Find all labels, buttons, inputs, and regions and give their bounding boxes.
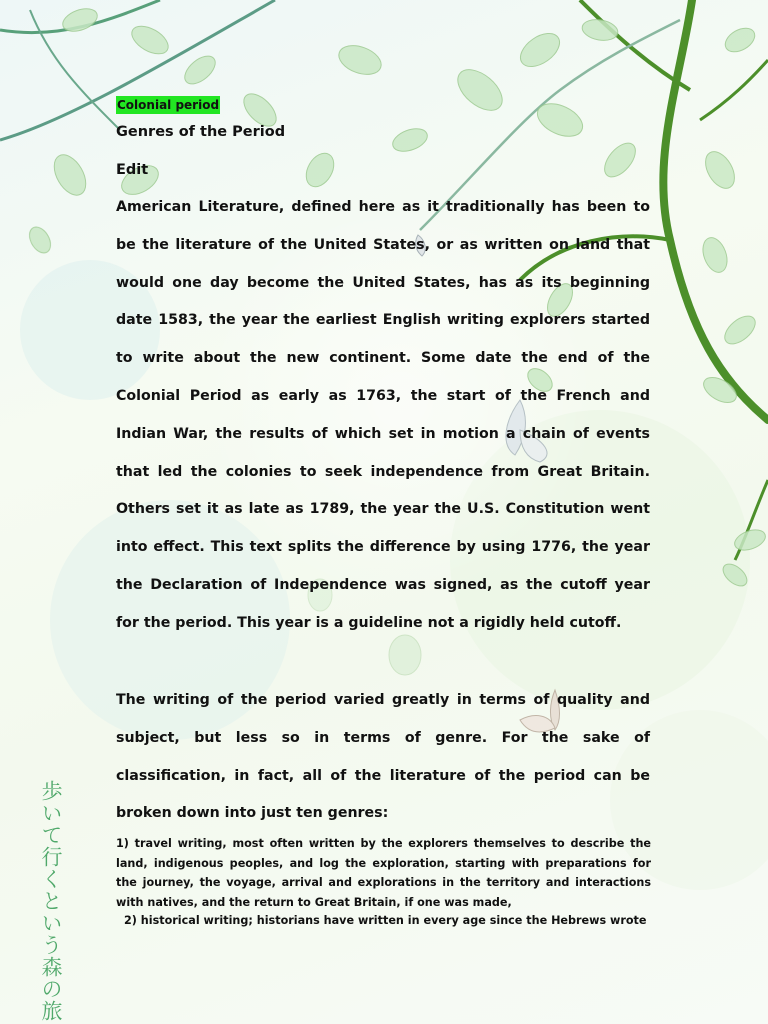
list-item-1: 1) travel writing, most often written by the explorers themselves to describe the land, indigenous peoples, and log the exploration, starting with preparations for the journey, the voyage, arrival and explorations in the territory and interactions with natives, and the return to Great Britain, if one was made,: [116, 837, 651, 909]
body-paragraph-2: The writing of the period varied greatly in terms of quality and subject, but less so in terms of genre. For the sake of classification, in fact, all of the literature of the period can be broken down into just ten genres:: [116, 692, 650, 822]
section-highlight-label: Colonial period: [117, 98, 220, 112]
section-subtitle: Genres of the Period: [116, 124, 286, 140]
edit-link[interactable]: Edit: [116, 162, 149, 178]
body-paragraph-1: American Literature, defined here as it traditionally has been to be the literature of the United States, or as written on land that would one day become the United States, has as its beginning date 1583, the year the earliest English writing explorers started to write about the new continent. Some date the end of the Colonial Period as early as 1763, the start of the French and Indian War, the results of which set in motion a chain of events that led the colonies to seek independence from Great Britain. Others set it as late as 1789, the year the U.S. Constitution went into effect. This text splits the difference by using 1776, the year the Declaration of Independence was signed, as the cutoff year for the period. This year is a guideline not a rigidly held cutoff.: [116, 199, 650, 631]
list-item-2: 2) historical writing; historians have written in every age since the Hebrews wrote: [124, 914, 647, 927]
vertical-decorative-text: 歩いて行くという森の旅: [39, 780, 63, 1022]
